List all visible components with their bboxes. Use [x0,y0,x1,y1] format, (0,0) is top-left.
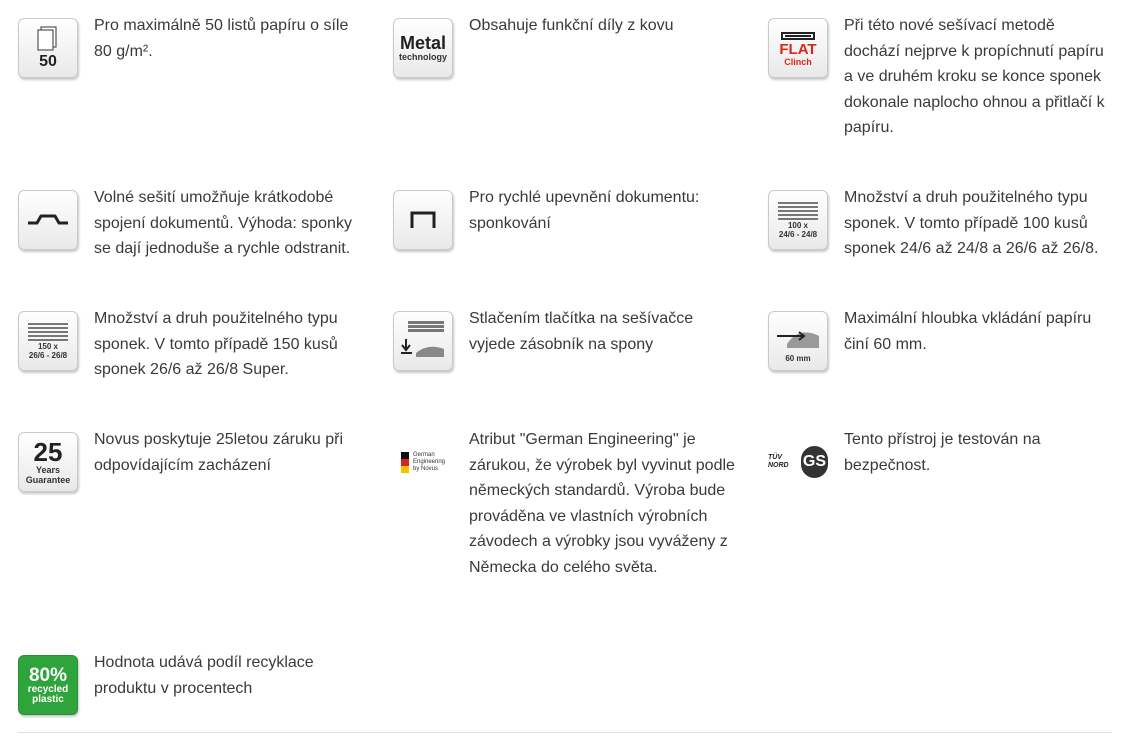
years-label: Years [35,465,61,475]
staple-tacking-icon [393,190,453,250]
engineering-label: Engineering [412,458,446,465]
clinch-label: Clinch [784,57,812,67]
feature-text: Množství a druh použitelného typu sponek. V tomto případě 150 kusů sponek 26/6 až 26/8 Super. [94,310,338,378]
by-novus-label: by Novus [412,465,438,472]
metal-technology-icon [393,18,453,78]
feature-german-engineering [393,432,743,580]
push-button-loading-icon [393,311,453,371]
feature-tacking [393,190,743,250]
feature-loose [18,190,368,262]
flat-clinch-icon [768,18,828,78]
feature-text: Volné sešití umožňuje krátkodobé spojení dokumentů. Výhoda: sponky se dají jednoduše a rychle odstranit. [94,189,352,257]
feature-text: Novus poskytuje 25letou záruku při odpovídajícím zacházení [94,431,344,474]
staple-count: 150 x [37,342,59,351]
feature-depth [768,311,1118,371]
gs-mark: GS [801,446,828,478]
guarantee-years: 25 [33,437,63,467]
staples-100-icon [768,190,828,250]
technology-label: technology [398,52,447,62]
feature-text: Atribut "German Engineering" je zárukou, že výrobek byl vyvinut podle německých standardů. Výroba bude prováděna ve vlastních výrobních závodech a výrobky jsou vyváženy z Německa do celého světa. [469,431,735,576]
staple-count: 100 x [787,221,809,230]
feature-sheets [18,18,368,78]
feature-staples-100 [768,190,1118,262]
depth-label: 60 mm [785,353,811,363]
recycled-label: recycled [27,683,69,695]
feature-flat-clinch [768,18,1118,141]
feature-text: Množství a druh použitelného typu sponek. V tomto případě 100 kusů sponek 24/6 až 24/8 a 26/6 až 26/8. [844,189,1099,257]
staples-150-icon [18,311,78,371]
feature-text: Obsahuje funkční díly z kovu [469,17,674,34]
metal-label: Metal [399,33,446,53]
feature-metal [393,18,743,78]
feature-text: Pro maximálně 50 listů papíru o síle 80 g/m². [94,17,349,60]
staple-type: 26/6 - 26/8 [28,351,68,360]
feature-recycled [18,655,368,715]
feature-text: Stlačením tlačítka na sešívačce vyjede zásobník na spony [469,310,694,353]
feature-text: Maximální hloubka vkládání papíru činí 60 mm. [844,310,1092,353]
feature-text: Tento přístroj je testován na bezpečnost. [844,431,1041,474]
feature-push-button [393,311,743,371]
german-engineering-icon [393,432,453,492]
german-label: German [412,451,435,458]
feature-guarantee [18,432,368,492]
guarantee-25-years-icon [18,432,78,492]
tuv-nord-label: TÜV NORD [768,454,789,469]
guarantee-label: Guarantee [25,475,71,485]
loose-staple-icon [18,190,78,250]
german-flag-icon [401,452,409,473]
insertion-depth-icon [768,311,828,371]
feature-staples-150 [18,311,368,383]
feature-text: Hodnota udává podíl recyklace produktu v procentech [94,654,314,697]
feature-text: Pro rychlé upevnění dokumentu: sponkování [469,189,700,232]
feature-tuv [768,432,1118,492]
flat-label: FLAT [779,41,817,58]
recycled-plastic-icon [18,655,78,715]
recycled-percent: 80% [28,664,68,686]
sheet-count: 50 [39,53,57,70]
tuv-nord-gs-icon [768,432,828,492]
feature-text: Při této nové sešívací metodě dochází nejprve k propíchnutí papíru a ve druhém kroku se konce sponek dokonale naplocho ohnou a přitlačí k papíru. [844,17,1105,136]
staple-type: 24/6 - 24/8 [778,230,818,239]
paper-stack-icon [18,18,78,78]
plastic-label: plastic [32,693,64,705]
bottom-divider [18,732,1112,733]
